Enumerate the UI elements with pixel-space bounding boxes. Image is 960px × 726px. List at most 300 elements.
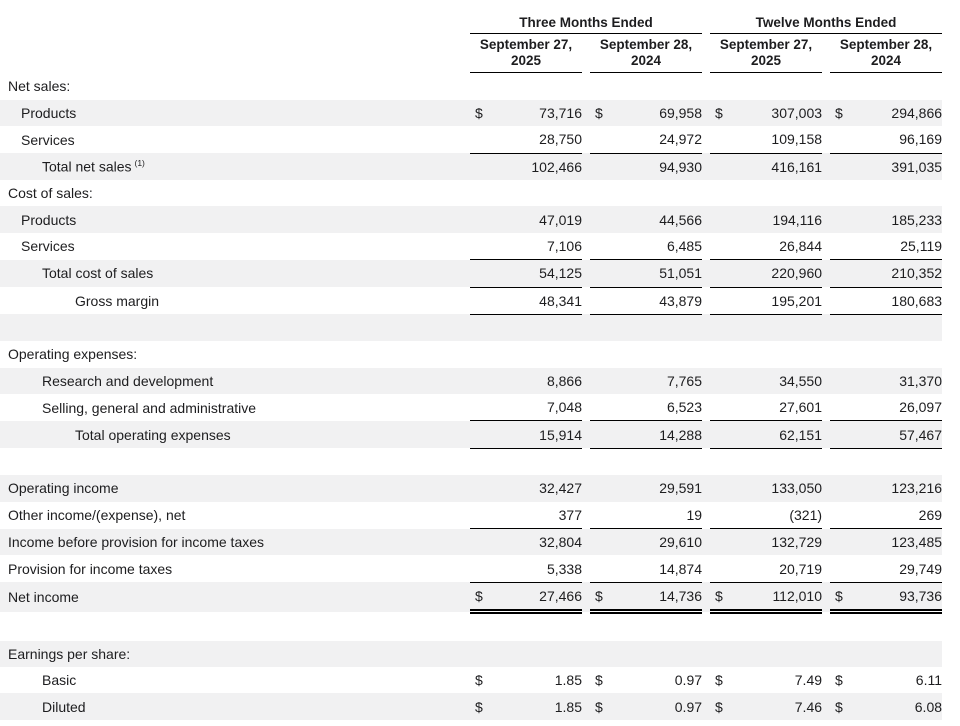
cell-value	[830, 153, 942, 180]
cell-value	[830, 126, 942, 153]
cell-number: 14,874	[659, 560, 703, 577]
column-gap	[462, 126, 470, 153]
cell-value	[830, 394, 942, 421]
cell-value	[830, 667, 942, 693]
cell-value	[710, 448, 822, 475]
cell-value	[590, 502, 702, 529]
column-gap	[582, 73, 590, 100]
row-label: Research and development	[42, 372, 214, 389]
column-gap	[462, 233, 470, 260]
column-gap	[702, 73, 710, 100]
column-gap	[702, 667, 710, 693]
column-gap	[462, 555, 470, 582]
table-row	[0, 693, 942, 719]
cell-value	[830, 287, 942, 314]
table-row	[0, 582, 942, 611]
cell-value	[590, 73, 702, 100]
cell-number: 7,106	[546, 237, 582, 254]
dollar-sign: $	[715, 104, 723, 121]
cell-value	[710, 582, 822, 611]
column-gap	[582, 555, 590, 582]
column-gap	[702, 502, 710, 529]
cell-number: 5,338	[546, 560, 582, 577]
cell-value	[710, 529, 822, 556]
cell-value	[830, 612, 942, 641]
column-gap	[702, 9, 710, 34]
cell-value	[830, 341, 942, 367]
cell-value	[710, 475, 822, 501]
column-gap	[822, 314, 830, 341]
column-gap	[822, 475, 830, 501]
row-label: Services	[21, 238, 75, 255]
header-spacer	[0, 9, 462, 34]
cell-value	[710, 693, 822, 719]
column-gap	[462, 73, 470, 100]
cell-value	[710, 233, 822, 260]
table-row	[0, 73, 942, 100]
column-gap	[822, 502, 830, 529]
cell-value	[590, 582, 702, 611]
column-gap	[582, 421, 590, 448]
cell-value	[830, 555, 942, 582]
table-row	[0, 555, 942, 582]
row-label: Basic	[42, 672, 77, 689]
footnote-marker: (1)	[134, 158, 145, 169]
column-gap	[462, 153, 470, 180]
dollar-sign: $	[475, 104, 483, 121]
cell-value	[470, 582, 582, 611]
cell-number: 0.97	[674, 698, 703, 715]
column-gap	[462, 667, 470, 693]
cell-number: 29,749	[899, 560, 943, 577]
table-row	[0, 153, 942, 180]
cell-number: 32,427	[539, 480, 582, 497]
cell-number: 32,804	[539, 534, 582, 551]
column-gap	[822, 641, 830, 667]
column-gap	[822, 448, 830, 475]
column-gap	[822, 287, 830, 314]
dollar-sign: $	[595, 672, 603, 689]
cell-number: 123,485	[891, 534, 943, 551]
row-label: Cost of sales:	[8, 185, 93, 202]
column-gap	[462, 421, 470, 448]
column-gap	[462, 100, 470, 126]
cell-number: 26,097	[899, 399, 943, 416]
column-gap	[582, 667, 590, 693]
cell-number: 7.49	[794, 672, 823, 689]
table-row	[0, 394, 942, 421]
column-gap	[822, 206, 830, 232]
cell-value	[830, 73, 942, 100]
row-label: Diluted	[42, 698, 86, 715]
column-gap	[582, 153, 590, 180]
cell-value	[470, 667, 582, 693]
cell-number: 194,116	[772, 211, 823, 228]
cell-value	[710, 100, 822, 126]
cell-number: 109,158	[771, 131, 823, 148]
cell-value	[470, 612, 582, 641]
table-row	[0, 475, 942, 501]
cell-number: 416,161	[771, 158, 823, 175]
column-gap	[822, 368, 830, 394]
column-gap	[582, 314, 590, 341]
cell-number: 27,601	[779, 399, 823, 416]
column-gap	[822, 582, 830, 611]
dollar-sign: $	[715, 672, 723, 689]
column-gap	[702, 641, 710, 667]
row-label: Net sales:	[8, 78, 71, 95]
column-gap	[702, 475, 710, 501]
cell-value	[830, 502, 942, 529]
column-gap	[822, 100, 830, 126]
cell-number: 47,019	[539, 211, 582, 228]
table-row	[0, 126, 942, 153]
column-gap	[702, 693, 710, 719]
column-gap	[822, 341, 830, 367]
cell-value	[590, 612, 702, 641]
cell-value	[710, 287, 822, 314]
cell-value	[470, 233, 582, 260]
column-header-q-2025: September 27, 2025	[470, 34, 582, 73]
row-label: Income before provision for income taxes	[8, 533, 265, 550]
column-gap	[462, 529, 470, 556]
column-gap	[462, 34, 470, 73]
table-row	[0, 260, 942, 287]
column-gap	[582, 448, 590, 475]
column-gap	[702, 153, 710, 180]
column-gap	[582, 641, 590, 667]
cell-number: (321)	[789, 506, 823, 523]
row-label	[0, 448, 462, 475]
row-label: Provision for income taxes	[8, 560, 173, 577]
row-label: Operating income	[8, 480, 119, 497]
cell-value	[830, 582, 942, 611]
column-gap	[702, 555, 710, 582]
column-gap	[462, 368, 470, 394]
cell-value	[830, 693, 942, 719]
column-gap	[582, 206, 590, 232]
cell-value	[830, 641, 942, 667]
cell-value	[830, 100, 942, 126]
column-gap	[702, 233, 710, 260]
column-header-q-2024: September 28, 2024	[590, 34, 702, 73]
cell-value	[470, 555, 582, 582]
row-label: Net income	[8, 588, 79, 605]
cell-value	[830, 314, 942, 341]
column-gap	[462, 287, 470, 314]
period-group-header-row	[0, 9, 942, 34]
cell-value	[470, 421, 582, 448]
cell-value	[470, 394, 582, 421]
cell-value	[470, 475, 582, 501]
cell-number: 6,485	[666, 237, 703, 254]
column-gap	[822, 260, 830, 287]
column-gap	[462, 206, 470, 232]
column-gap	[582, 502, 590, 529]
cell-number: 29,591	[659, 480, 703, 497]
cell-number: 102,466	[531, 158, 582, 175]
cell-value	[470, 153, 582, 180]
cell-number: 0.97	[674, 672, 703, 689]
column-gap	[582, 582, 590, 611]
dollar-sign: $	[475, 587, 483, 604]
row-label	[0, 612, 462, 641]
row-label	[0, 314, 462, 341]
column-gap	[582, 100, 590, 126]
cell-number: 1.85	[554, 698, 582, 715]
column-gap	[702, 314, 710, 341]
cell-value	[590, 180, 702, 206]
cell-value	[590, 421, 702, 448]
column-gap	[702, 582, 710, 611]
cell-value	[590, 555, 702, 582]
table-row	[0, 233, 942, 260]
cell-number: 54,125	[539, 265, 582, 282]
row-label: Other income/(expense), net	[8, 507, 186, 524]
cell-number: 93,736	[899, 587, 943, 604]
cell-value	[590, 206, 702, 232]
dollar-sign: $	[595, 587, 603, 604]
cell-value	[590, 667, 702, 693]
dollar-sign: $	[835, 698, 843, 715]
column-gap	[702, 368, 710, 394]
cell-number: 44,566	[659, 211, 703, 228]
cell-value	[710, 394, 822, 421]
cell-number: 6.11	[915, 672, 943, 689]
column-gap	[582, 475, 590, 501]
cell-number: 15,914	[539, 426, 582, 443]
cell-number: 180,683	[891, 292, 943, 309]
column-gap	[822, 73, 830, 100]
column-gap	[822, 555, 830, 582]
row-label: Operating expenses:	[8, 346, 138, 363]
cell-number: 43,879	[659, 292, 703, 309]
cell-number: 14,736	[659, 587, 703, 604]
cell-number: 94,930	[659, 158, 703, 175]
cell-number: 19	[686, 506, 703, 523]
cell-number: 51,051	[659, 265, 703, 282]
dollar-sign: $	[835, 587, 843, 604]
column-gap	[702, 341, 710, 367]
cell-number: 6,523	[666, 399, 703, 416]
cell-number: 28,750	[539, 131, 582, 148]
column-gap	[702, 448, 710, 475]
column-gap	[822, 612, 830, 641]
cell-value	[830, 421, 942, 448]
column-gap	[462, 180, 470, 206]
cell-value	[590, 100, 702, 126]
cell-number: 185,233	[891, 211, 943, 228]
column-gap	[822, 529, 830, 556]
cell-number: 20,719	[779, 560, 823, 577]
income-statement-table	[0, 9, 942, 720]
table-row	[0, 641, 942, 667]
dollar-sign: $	[595, 104, 603, 121]
table-row	[0, 287, 942, 314]
column-gap	[822, 126, 830, 153]
cell-value	[470, 314, 582, 341]
cell-value	[710, 314, 822, 341]
cell-value	[710, 180, 822, 206]
cell-number: 195,201	[771, 292, 823, 309]
cell-value	[590, 394, 702, 421]
cell-value	[470, 73, 582, 100]
column-gap	[582, 612, 590, 641]
row-label: Total net sales $^{(1)}$	[42, 158, 145, 175]
column-gap	[582, 693, 590, 719]
cell-number: 8,866	[546, 372, 582, 389]
column-gap	[582, 260, 590, 287]
cell-value	[830, 368, 942, 394]
column-gap	[702, 180, 710, 206]
cell-number: 7.46	[794, 698, 823, 715]
cell-value	[470, 529, 582, 556]
table-row	[0, 100, 942, 126]
cell-value	[590, 126, 702, 153]
dollar-sign: $	[475, 698, 483, 715]
cell-value	[830, 180, 942, 206]
cell-value	[830, 475, 942, 501]
column-gap	[582, 341, 590, 367]
column-gap	[462, 612, 470, 641]
cell-value	[470, 502, 582, 529]
cell-value	[710, 341, 822, 367]
table-row	[0, 206, 942, 232]
table-row	[0, 421, 942, 448]
column-gap	[582, 287, 590, 314]
cell-value	[590, 448, 702, 475]
cell-value	[590, 260, 702, 287]
column-gap	[582, 368, 590, 394]
column-gap	[822, 34, 830, 73]
dollar-sign: $	[715, 698, 723, 715]
cell-value	[710, 206, 822, 232]
dollar-sign: $	[715, 587, 723, 604]
cell-number: 26,844	[779, 237, 823, 254]
period-group-three-months: Three Months Ended	[470, 9, 702, 34]
column-gap	[462, 641, 470, 667]
cell-number: 25,119	[900, 237, 943, 254]
cell-value	[470, 287, 582, 314]
column-gap	[702, 394, 710, 421]
cell-value	[710, 368, 822, 394]
header-spacer	[0, 34, 462, 73]
row-label: Products	[21, 211, 77, 228]
cell-value	[590, 314, 702, 341]
cell-number: 34,550	[779, 372, 823, 389]
cell-number: 7,048	[546, 399, 582, 416]
cell-number: 96,169	[899, 131, 943, 148]
column-gap	[702, 287, 710, 314]
cell-number: 69,958	[659, 104, 703, 121]
cell-value	[710, 667, 822, 693]
cell-value	[590, 693, 702, 719]
column-gap	[582, 233, 590, 260]
cell-value	[830, 529, 942, 556]
cell-value	[830, 448, 942, 475]
cell-value	[710, 421, 822, 448]
cell-value	[590, 529, 702, 556]
table-row	[0, 368, 942, 394]
cell-number: 24,972	[659, 131, 703, 148]
column-gap	[582, 34, 590, 73]
cell-value	[590, 287, 702, 314]
cell-number: 73,716	[539, 104, 582, 121]
column-header-fy-2024: September 28, 2024	[830, 34, 942, 73]
row-label: Services	[21, 131, 75, 148]
cell-value	[470, 206, 582, 232]
column-gap	[702, 126, 710, 153]
cell-number: 48,341	[539, 292, 582, 309]
column-gap	[702, 421, 710, 448]
cell-value	[590, 475, 702, 501]
cell-value	[590, 341, 702, 367]
column-gap	[702, 260, 710, 287]
cell-value	[470, 693, 582, 719]
cell-number: 27,466	[539, 587, 582, 604]
column-gap	[462, 341, 470, 367]
table-row	[0, 612, 942, 641]
cell-number: 57,467	[899, 426, 943, 443]
cell-value	[830, 233, 942, 260]
cell-value	[470, 368, 582, 394]
column-gap	[582, 394, 590, 421]
cell-number: 269	[918, 506, 943, 523]
financial-statement-page	[0, 9, 960, 720]
row-label: Total cost of sales	[42, 265, 154, 282]
column-gap	[822, 233, 830, 260]
cell-value	[590, 368, 702, 394]
cell-number: 1.85	[554, 672, 582, 689]
cell-value	[710, 502, 822, 529]
column-gap	[822, 693, 830, 719]
table-row	[0, 529, 942, 556]
column-gap	[582, 126, 590, 153]
column-gap	[702, 206, 710, 232]
table-row	[0, 314, 942, 341]
column-gap	[822, 180, 830, 206]
cell-number: 7,765	[666, 372, 703, 389]
cell-value	[470, 260, 582, 287]
cell-value	[590, 233, 702, 260]
cell-number: 29,610	[659, 534, 703, 551]
column-gap	[462, 582, 470, 611]
dollar-sign: $	[835, 672, 843, 689]
dollar-sign: $	[835, 104, 843, 121]
cell-value	[710, 641, 822, 667]
column-gap	[462, 475, 470, 501]
cell-number: 294,866	[891, 104, 943, 121]
column-gap	[582, 180, 590, 206]
column-gap	[822, 667, 830, 693]
cell-value	[710, 73, 822, 100]
cell-value	[590, 153, 702, 180]
cell-number: 220,960	[771, 265, 823, 282]
column-header-row	[0, 34, 942, 73]
period-group-twelve-months: Twelve Months Ended	[710, 9, 942, 34]
column-gap	[702, 100, 710, 126]
cell-value	[710, 126, 822, 153]
row-label: Gross margin	[75, 292, 160, 309]
cell-value	[710, 153, 822, 180]
table-row	[0, 667, 942, 693]
row-label: Total operating expenses	[75, 426, 231, 443]
column-gap	[822, 421, 830, 448]
column-gap	[462, 448, 470, 475]
cell-number: 14,288	[659, 426, 703, 443]
column-gap	[582, 529, 590, 556]
cell-number: 391,035	[891, 158, 943, 175]
